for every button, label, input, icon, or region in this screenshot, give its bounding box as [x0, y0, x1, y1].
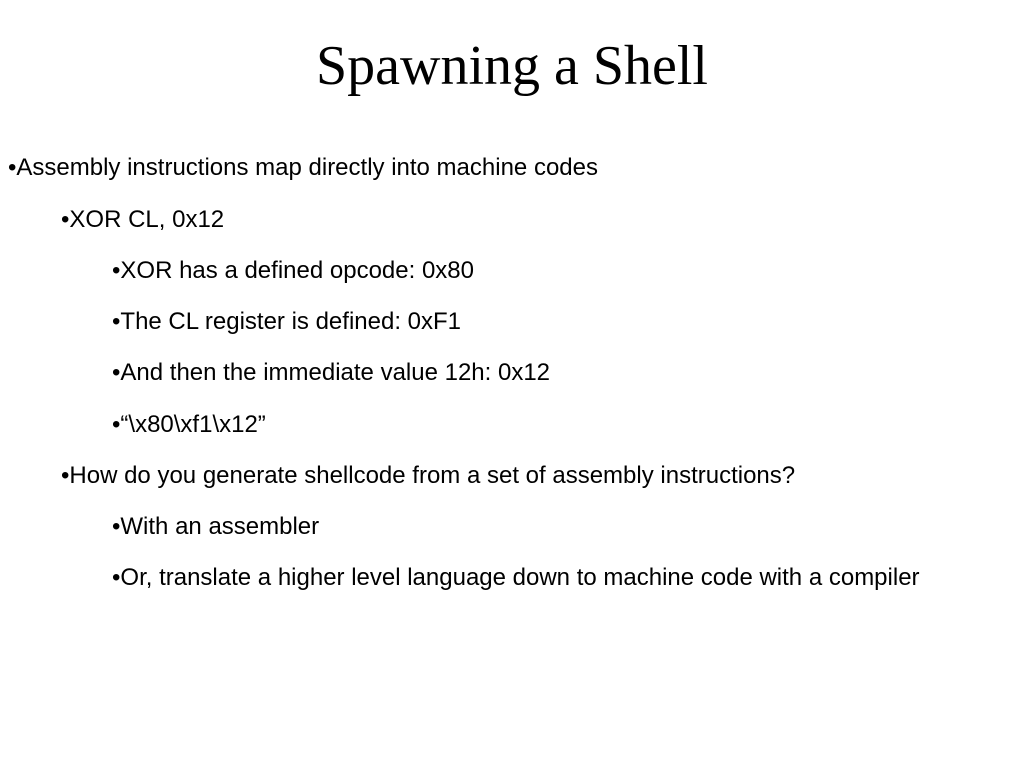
bullet-item [8, 151, 598, 185]
bullet-marker: • [112, 308, 121, 335]
bullet-text: How do you generate shellcode from a set of assembly instructions? [69, 462, 796, 489]
bullet-item [112, 408, 266, 442]
bullet-item [61, 459, 795, 493]
bullet-text: The CL register is defined: 0xF1 [120, 308, 462, 335]
bullet-marker: • [61, 206, 70, 233]
bullet-item [112, 305, 461, 339]
bullet-text: Or, translate a higher level language down to machine code with a compiler [120, 564, 920, 591]
bullet-marker: • [8, 154, 17, 181]
bullet-item [61, 203, 224, 237]
bullet-marker: • [112, 564, 121, 591]
bullet-item [112, 510, 319, 544]
bullet-item [112, 561, 972, 595]
bullet-marker: • [112, 359, 121, 386]
bullet-text: Assembly instructions map directly into machine codes [16, 154, 598, 181]
bullet-text: “\x80\xf1\x12” [120, 411, 266, 438]
slide-title: Spawning a Shell [316, 35, 708, 97]
bullet-marker: • [112, 257, 121, 284]
bullet-text: And then the immediate value 12h: 0x12 [120, 359, 551, 386]
bullet-marker: • [112, 411, 121, 438]
bullet-text: With an assembler [120, 513, 320, 540]
bullet-marker: • [61, 462, 70, 489]
bullet-text: XOR CL, 0x12 [69, 206, 225, 233]
bullet-marker: • [112, 513, 121, 540]
bullet-item [112, 254, 474, 288]
bullet-text: XOR has a defined opcode: 0x80 [120, 257, 474, 284]
bullet-item [112, 356, 550, 390]
